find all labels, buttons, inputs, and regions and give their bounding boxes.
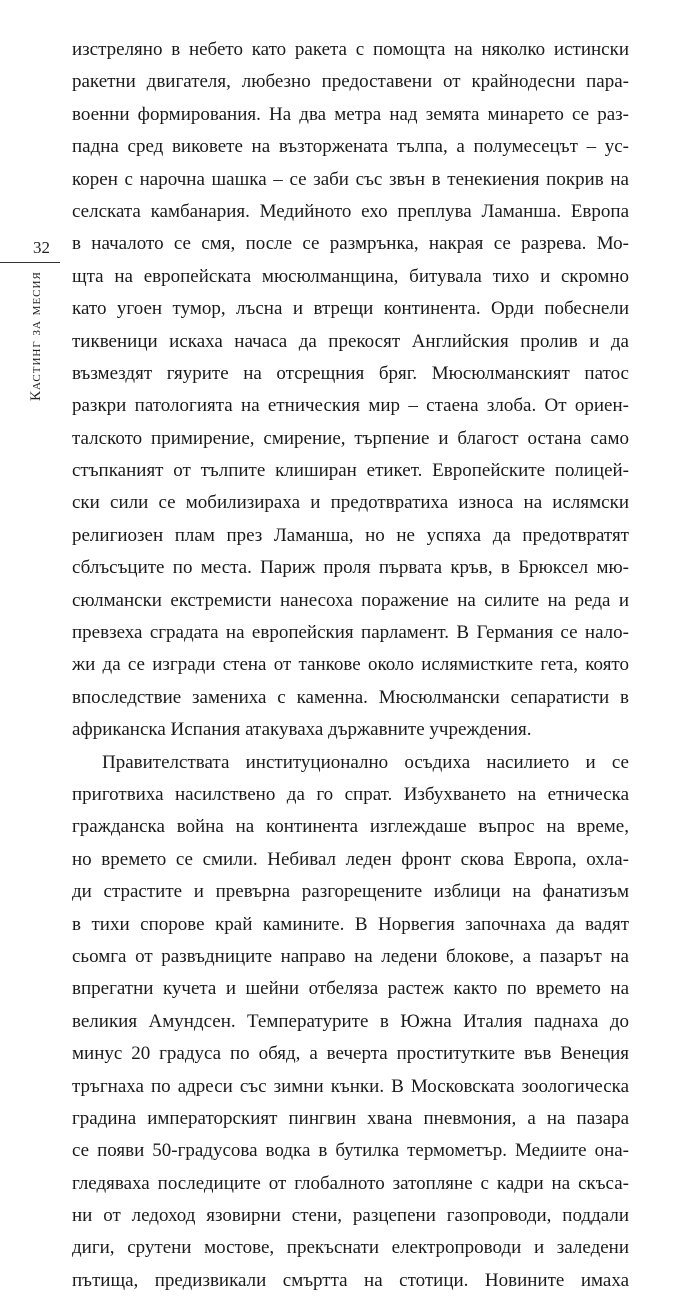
text-line: пътища, предизвикали смъртта на стотици. Новините имаха bbox=[72, 1269, 629, 1291]
text-line: ракетни двигателя, любезно предоставени от крайнодесни пара- bbox=[72, 71, 629, 93]
text-line: ски сили се мобилизираха и предотвратиха износа на ислямски bbox=[72, 492, 629, 514]
text-line: се появи 50-градусова водка в бутилка термометър. Медиите она- bbox=[72, 1140, 629, 1162]
text-line: падна сред виковете на възторжената тълпа, а полумесецът – ус- bbox=[72, 136, 629, 158]
text-line: талското примирение, смирение, търпение и благост остана само bbox=[72, 427, 629, 449]
text-line: тръгнаха по адреси със зимни кънки. В Московската зоологическа bbox=[72, 1075, 629, 1097]
text-line: сблъсъците по места. Париж проля първата кръв, в Брюксел мю- bbox=[72, 557, 629, 579]
text-line: щта на европейската мюсюлманщина, битувала тихо и скромно bbox=[72, 265, 629, 287]
text-line: сьомга от развъдниците направо на ледени блокове, а пазарът на bbox=[72, 945, 629, 967]
text-line: диги, срутени мостове, прекъснати електропроводи и заледени bbox=[72, 1237, 629, 1259]
text-line: градина императорският пингвин хвана пневмония, а на пазара bbox=[72, 1107, 629, 1129]
text-line: превзеха сградата на европейския парламент. В Германия се нало- bbox=[72, 622, 629, 644]
text-line: Правителствата институционално осъдиха насилието и се bbox=[102, 751, 629, 773]
text-line: селската камбанария. Медийното ехо преплува Ламанша. Европа bbox=[72, 200, 629, 222]
text-line: изстреляно в небето като ракета с помощта на няколко истински bbox=[72, 39, 629, 60]
text-line: ди страстите и превърна разгорещените изблици на фанатизъм bbox=[72, 881, 629, 903]
text-line: африканска Испания атакуваха държавните учреждения. bbox=[72, 719, 532, 741]
text-line: в началото се смя, после се размрънка, накрая се разрева. Мо- bbox=[72, 233, 629, 255]
text-line: тиквеници искаха начаса да прекосят Английския пролив и да bbox=[72, 330, 629, 352]
text-line: в тихи спорове край камините. В Норвегия започнаха да вадят bbox=[72, 913, 629, 935]
text-line: сюлмански екстремисти нанесоха поражение на силите на реда и bbox=[72, 589, 629, 611]
text-line: гледяваха последиците от глобалното затопляне с кадри на скъса- bbox=[72, 1172, 629, 1194]
text-line: впрегатни кучета и шейни отбеляза растеж както по времето на bbox=[72, 978, 629, 1000]
margin-rule bbox=[0, 262, 60, 263]
text-line: великия Амундсен. Температурите в Южна Италия паднаха до bbox=[72, 1010, 629, 1032]
text-line: жи да се изгради стена от танкове около ислямистките гета, която bbox=[72, 654, 629, 676]
page-number: 32 bbox=[33, 238, 50, 257]
body-text bbox=[72, 34, 629, 1297]
text-line: разкри патологията на етническия мир – стаена злоба. От ориен- bbox=[72, 395, 629, 417]
text-line: възмездят гяурите на отсрещния бряг. Мюсюлманският патос bbox=[72, 362, 629, 384]
text-line: ни от ледоход язовирни стени, разцепени газопроводи, поддали bbox=[72, 1205, 629, 1227]
text-line: приготвиха насилствено да го спрат. Избухването на етническа bbox=[72, 783, 629, 805]
text-line: религиозен плам през Ламанша, но не успяха да предотвратят bbox=[72, 524, 629, 546]
text-line: минус 20 градуса по обяд, а вечерта проститутките във Венеция bbox=[72, 1043, 629, 1065]
running-head: Кастинг за месия bbox=[28, 271, 44, 401]
text-line: впоследствие замениха с каменна. Мюсюлмански сепаратисти в bbox=[72, 686, 629, 708]
text-line: но времето се смили. Небивал леден фронт скова Европа, охла- bbox=[72, 848, 629, 870]
text-line: като угоен тумор, лъсна и втрещи континента. Орди побеснели bbox=[72, 298, 629, 320]
text-line: военни формирования. На два метра над земята минарето се раз- bbox=[72, 103, 629, 125]
text-line: гражданска война на континента изглеждаше въпрос на време, bbox=[72, 816, 629, 838]
text-line: стъпканият от тълпите клиширан етикет. Европейските полицей- bbox=[72, 460, 629, 482]
text-line: корен с нарочна шашка – се заби със звън в тенекиения покрив на bbox=[72, 168, 629, 190]
